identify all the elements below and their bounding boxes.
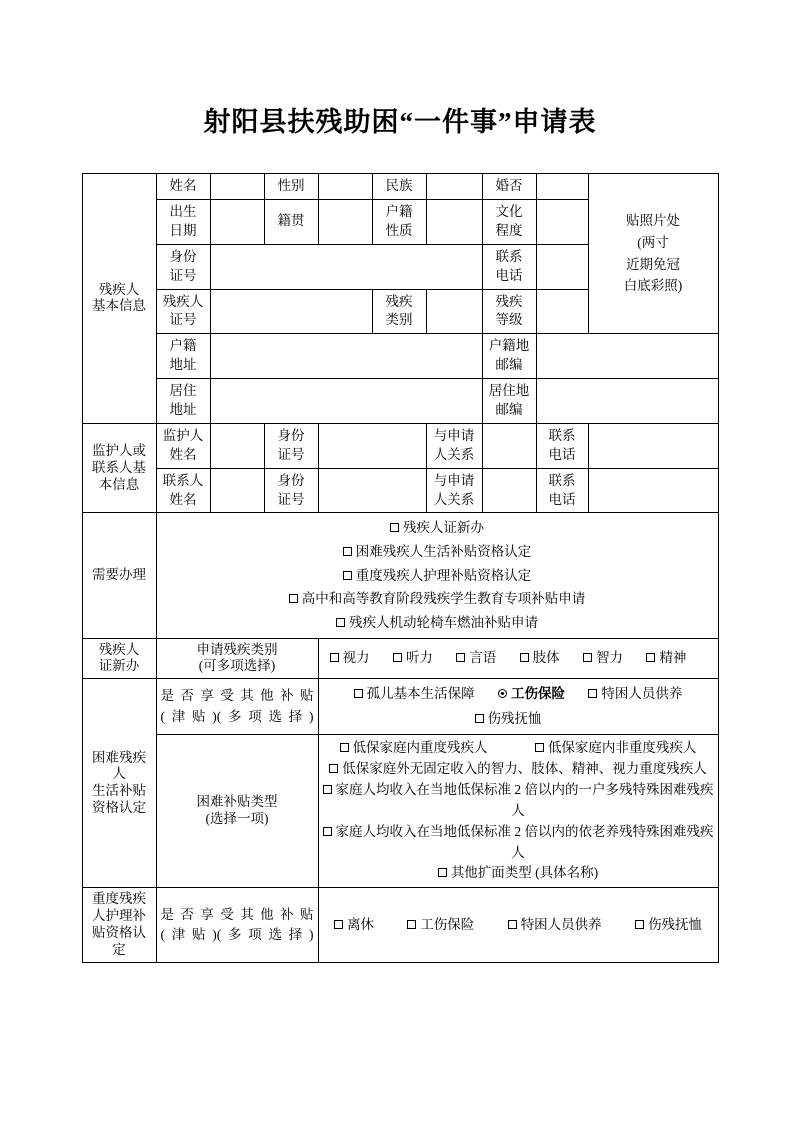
field-contact-phone[interactable] [588,468,718,513]
list-item[interactable]: 残疾人机动轮椅车燃油补贴申请 [161,611,714,635]
hardship-other-subsidy-options [318,679,718,735]
severe-care-options [318,888,718,963]
application-form-table [82,173,719,963]
checkbox-icon[interactable] [343,571,352,580]
table-row [82,638,718,679]
needs-checkbox-list [156,513,718,638]
label-contact-id: 身份 证号 [264,468,318,513]
label-hukou-type: 户籍 性质 [372,200,426,245]
field-contact-id[interactable] [318,468,426,513]
label-ethnicity: 民族 [372,174,426,200]
list-item[interactable]: 家庭人均收入在当地低保标准 2 倍以内的一户多残特殊困难残疾人 [323,780,714,822]
label-hukou-address: 户籍 地址 [156,334,210,379]
row-label-needs: 需要办理 [82,513,156,638]
label-id-number: 身份 证号 [156,244,210,289]
checkbox-icon[interactable] [390,523,399,532]
list-item[interactable]: 重度残疾人护理补贴资格认定 [161,564,714,588]
label-guardian-phone: 联系 电话 [536,423,588,468]
label-guardian-name: 监护人 姓名 [156,423,210,468]
list-item[interactable]: 困难残疾人生活补贴资格认定 [161,540,714,564]
list-item[interactable]: 智力 [583,646,623,670]
table-row [82,888,718,963]
table-row [82,468,718,513]
table-row [82,679,718,735]
field-name[interactable] [210,174,264,200]
label-hukou-zip: 户籍地 邮编 [482,334,536,379]
field-disability-level[interactable] [536,289,588,334]
list-item[interactable]: 低保家庭内重度残疾人 [340,738,488,759]
row-label-basic-info: 残疾人 基本信息 [82,174,156,424]
label-gender: 性别 [264,174,318,200]
label-residence-address: 居住 地址 [156,379,210,424]
table-row [82,334,718,379]
list-item[interactable]: 言语 [456,646,496,670]
checkbox-icon[interactable] [323,827,332,836]
radio-selected-icon[interactable] [498,689,507,698]
list-item[interactable]: 残疾人证新办 [161,516,714,540]
list-item[interactable]: 特困人员供养 [588,682,682,706]
field-contact-relation[interactable] [482,468,536,513]
list-item[interactable]: 其他扩面类型 (具体名称) [323,863,714,884]
checkbox-icon[interactable] [340,743,349,752]
table-row [82,379,718,424]
label-name: 姓名 [156,174,210,200]
row-label-new-cert: 残疾人 证新办 [82,638,156,679]
label-guardian-relation: 与申请 人关系 [426,423,482,468]
row-label-hardship: 困难残疾人 生活补贴 资格认定 [82,679,156,888]
list-item[interactable]: 伤残抚恤 [475,707,542,731]
label-hardship-other-subsidy: 是否享受其他补贴 (津贴)(多项选择) [156,679,318,735]
field-hukou-address[interactable] [210,334,482,379]
label-contact-phone: 联系 电话 [536,468,588,513]
checkbox-icon[interactable] [336,618,345,627]
hardship-subsidy-type-options [318,734,718,887]
checkbox-icon[interactable] [289,594,298,603]
checkbox-icon[interactable] [535,743,544,752]
field-guardian-phone[interactable] [588,423,718,468]
label-residence-zip: 居住地 邮编 [482,379,536,424]
field-ethnicity[interactable] [426,174,482,200]
field-hukou-type[interactable] [426,200,482,245]
list-item-selected[interactable]: 工伤保险 [498,682,565,706]
table-row [82,174,718,200]
label-phone: 联系 电话 [482,244,536,289]
checkbox-icon[interactable] [588,689,597,698]
checkbox-icon[interactable] [330,653,339,662]
checkbox-icon[interactable] [329,764,338,773]
field-contact-name[interactable] [210,468,264,513]
checkbox-icon[interactable] [343,547,352,556]
checkbox-icon[interactable] [323,785,332,794]
checkbox-icon[interactable] [456,653,465,662]
label-native-place: 籍贯 [264,200,318,245]
list-item[interactable]: 听力 [393,646,433,670]
field-native-place[interactable] [318,200,372,245]
label-guardian-id: 身份 证号 [264,423,318,468]
list-item[interactable]: 低保家庭外无固定收入的智力、肢体、精神、视力重度残疾人 [323,759,714,780]
label-new-cert-type: 申请残疾类别 (可多项选择) [156,638,318,679]
field-education[interactable] [536,200,588,245]
label-contact-name: 联系人 姓名 [156,468,210,513]
checkbox-icon[interactable] [438,868,447,877]
label-disability-cert: 残疾人 证号 [156,289,210,334]
list-item[interactable]: 高中和高等教育阶段残疾学生教育专项补贴申请 [161,587,714,611]
list-item[interactable]: 特困人员供养 [508,913,602,937]
list-item[interactable]: 低保家庭内非重度残疾人 [535,738,697,759]
list-item[interactable]: 离休 [334,913,374,937]
photo-placeholder: 贴照片处 (两寸 近期免冠 白底彩照) [588,174,718,334]
label-birth-date: 出生 日期 [156,200,210,245]
label-hardship-subsidy-type: 困难补贴类型 (选择一项) [156,734,318,887]
field-phone[interactable] [536,244,588,289]
row-label-severe-care: 重度残疾 人护理补 贴资格认 定 [82,888,156,963]
label-marital: 婚否 [482,174,536,200]
field-disability-cert[interactable] [210,289,372,334]
field-guardian-name[interactable] [210,423,264,468]
label-disability-type: 残疾 类别 [372,289,426,334]
field-guardian-relation[interactable] [482,423,536,468]
checkbox-icon[interactable] [334,920,343,929]
checkbox-icon[interactable] [508,920,517,929]
list-item[interactable]: 家庭人均收入在当地低保标准 2 倍以内的依老养残特殊困难残疾人 [323,822,714,864]
field-hukou-zip[interactable] [536,334,718,379]
checkbox-icon[interactable] [635,920,644,929]
field-residence-zip[interactable] [536,379,718,424]
field-marital[interactable] [536,174,588,200]
field-guardian-id[interactable] [318,423,426,468]
table-row [82,734,718,887]
checkbox-icon[interactable] [407,920,416,929]
checkbox-icon[interactable] [583,653,592,662]
field-id-number[interactable] [210,244,482,289]
label-disability-level: 残疾 等级 [482,289,536,334]
row-label-guardian-info: 监护人或 联系人基 本信息 [82,423,156,513]
list-item[interactable]: 肢体 [520,646,560,670]
checkbox-icon[interactable] [393,653,402,662]
checkbox-icon[interactable] [520,653,529,662]
checkbox-icon[interactable] [354,689,363,698]
table-row [82,423,718,468]
table-row [82,513,718,638]
field-birth-date[interactable] [210,200,264,245]
page-title: 射阳县扶残助困“一件事”申请表 [203,107,597,137]
list-item[interactable]: 伤残抚恤 [635,913,702,937]
list-item[interactable]: 视力 [330,646,370,670]
checkbox-icon[interactable] [646,653,655,662]
label-contact-relation: 与申请 人关系 [426,468,482,513]
list-item[interactable]: 工伤保险 [407,913,474,937]
label-education: 文化 程度 [482,200,536,245]
field-residence-address[interactable] [210,379,482,424]
list-item[interactable]: 孤儿基本生活保障 [354,682,475,706]
field-gender[interactable] [318,174,372,200]
label-severe-care-other-subsidy: 是否享受其他补贴 (津贴)(多项选择) [156,888,318,963]
list-item[interactable]: 精神 [646,646,686,670]
new-cert-type-options [318,638,718,679]
field-disability-type[interactable] [426,289,482,334]
checkbox-icon[interactable] [475,714,484,723]
